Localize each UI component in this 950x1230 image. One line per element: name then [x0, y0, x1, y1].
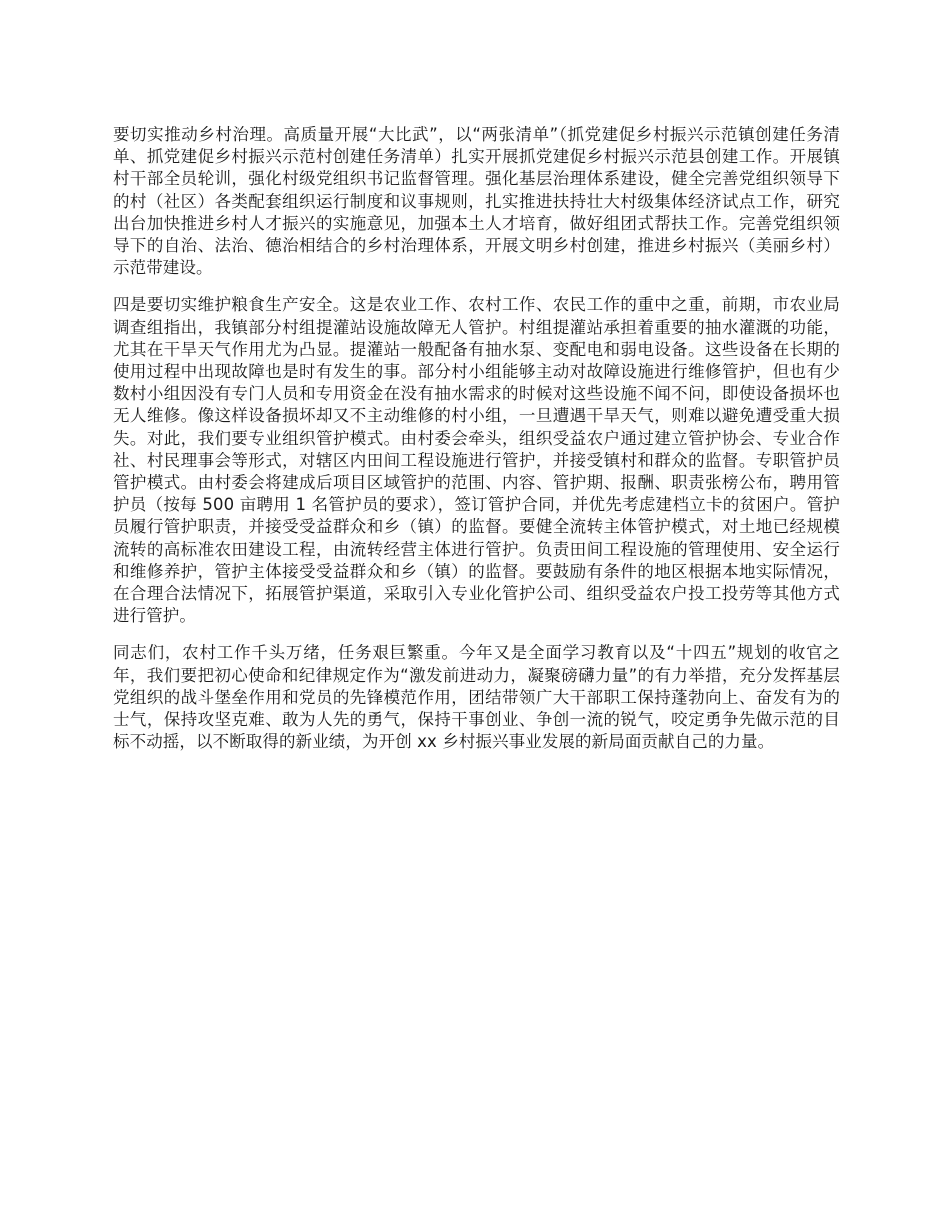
- paragraph-closing-remarks: 同志们，农村工作千头万绪，任务艰巨繁重。今年又是全面学习教育以及“十四五”规划的收官之年，我们要把初心使命和纪律规定作为“激发前进动力，凝聚磅礴力量”的有力举措，充分发挥基层党组织的战斗堡垒作用和党员的先锋模范作用，团结带领广大干部职工保持蓬勃向上、奋发有为的士气，保持攻坚克难、敢为人先的勇气，保持干事创业、争创一流的锐气，咬定勇争先做示范的目标不动摇，以不断取得的新业绩，为开创 xx 乡村振兴事业发展的新局面贡献自己的力量。: [113, 643, 840, 752]
- paragraph-grain-production-safety: 四是要切实维护粮食生产安全。这是农业工作、农村工作、农民工作的重中之重，前期，市农业局调查组指出，我镇部分村组提灌站设施故障无人管护。村组提灌站承担着重要的抽水灌溉的功能，尤其在干旱天气作用尤为凸显。提灌站一般配备有抽水泵、变配电和弱电设备。这些设备在长期的使用过程中出现故障也是时有发生的事。部分村小组能够主动对故障设施进行维修管护，但也有少数村小组因没有专门人员和专用资金在没有抽水需求的时候对这些设施不闻不问，即使设备损坏也无人维修。像这样设备损坏却又不主动维修的村小组，一旦遭遇干旱天气，则难以避免遭受重大损失。对此，我们要专业组织管护模式。由村委会牵头，组织受益农户通过建立管护协会、专业合作社、村民理事会等形式，对辖区内田间工程设施进行管护，并接受镇村和群众的监督。专职管护员管护模式。由村委会将建成后项目区域管护的范围、内容、管护期、报酬、职责张榜公布，聘用管护员（按每 500 亩聘用 1 名管护员的要求），签订管护合同，并优先考虑建档立卡的贫困户。管护员履行管护职责，并接受受益群众和乡（镇）的监督。要健全流转主体管护模式，对土地已经规模流转的高标准农田建设工程，由流转经营主体进行管护。负责田间工程设施的管理使用、安全运行和维修养护，管护主体接受受益群众和乡（镇）的监督。要鼓励有条件的地区根据本地实际情况，在合理合法情况下，拓展管护渠道，采取引入专业化管护公司、组织受益农户投工投劳等其他方式进行管护。: [113, 295, 840, 626]
- document-body: [113, 124, 840, 768]
- paragraph-rural-governance: 要切实推动乡村治理。高质量开展“大比武”，以“两张清单”（抓党建促乡村振兴示范镇创建任务清单、抓党建促乡村振兴示范村创建任务清单）扎实开展抓党建促乡村振兴示范县创建工作。开展镇村干部全员轮训，强化村级党组织书记监督管理。强化基层治理体系建设，健全完善党组织领导下的村（社区）各类配套组织运行制度和议事规则，扎实推进扶持壮大村级集体经济试点工作，研究出台加快推进乡村人才振兴的实施意见，加强本土人才培育，做好组团式帮扶工作。完善党组织领导下的自治、法治、德治相结合的乡村治理体系，开展文明乡村创建，推进乡村振兴（美丽乡村）示范带建设。: [113, 125, 840, 278]
